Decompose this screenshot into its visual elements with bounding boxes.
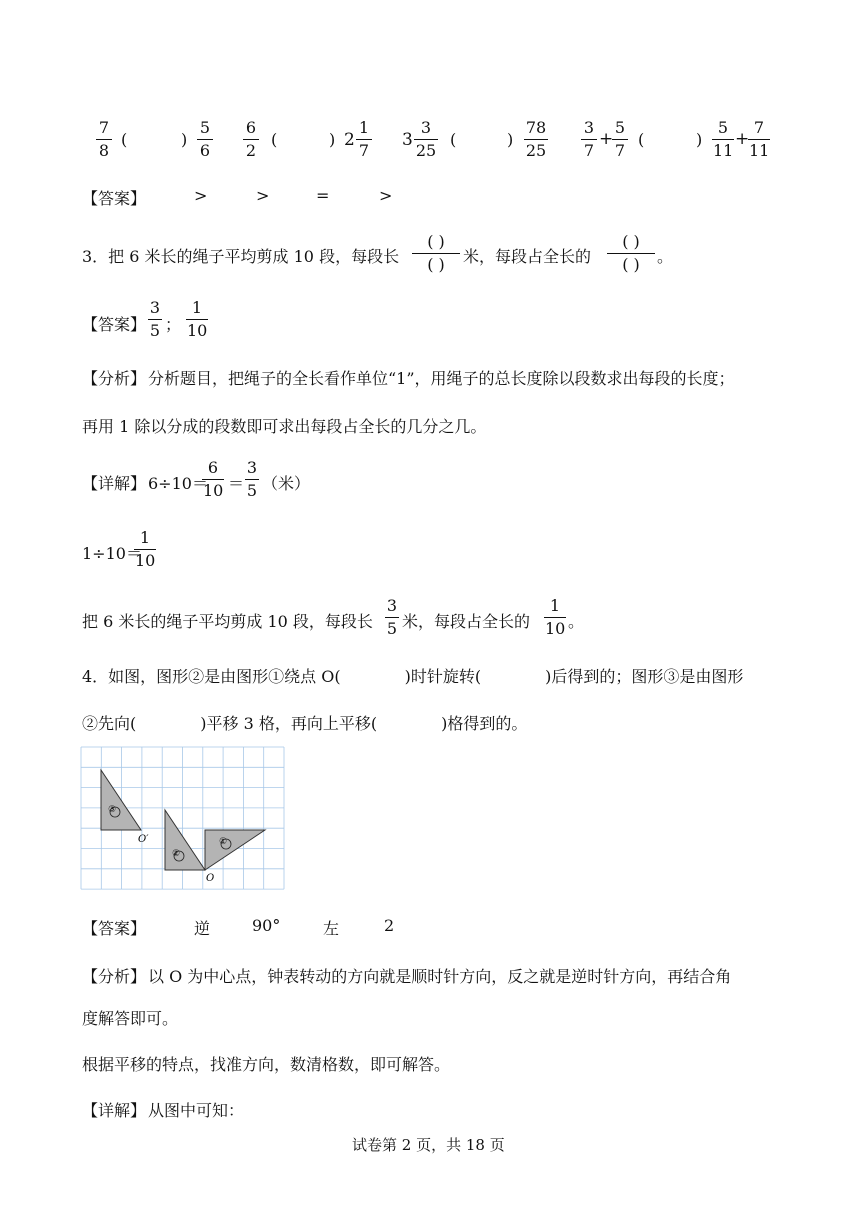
mixed-whole: 3 (402, 130, 413, 150)
analysis-label: 【分析】 (82, 369, 147, 388)
denominator: 7 (614, 141, 626, 160)
conclusion-text: 米，每段占全长的 (402, 612, 531, 631)
equals-sign: ＝ (228, 474, 245, 493)
numerator: 1 (549, 596, 561, 615)
numerator: 3 (246, 458, 258, 477)
label-3: ③ (108, 805, 117, 815)
numerator: 6 (207, 458, 219, 477)
fraction (544, 596, 566, 639)
denominator: 10 (187, 321, 208, 340)
numerator: 5 (717, 118, 729, 137)
answer-value: 90° (252, 916, 281, 935)
fraction (197, 118, 213, 161)
fraction (712, 118, 734, 161)
numerator: 3 (420, 118, 432, 137)
blank-numerator: ( ) (427, 232, 445, 251)
answer-value: > (194, 186, 208, 205)
unit-text: （米） (262, 474, 311, 493)
paren-open: ( (638, 130, 645, 149)
analysis-text: 再用 1 除以分成的段数即可求出每段占全长的几分之几。 (82, 417, 487, 436)
detail-label: 【详解】 (82, 1101, 147, 1120)
denominator: 25 (415, 141, 437, 160)
point-o: O (206, 873, 215, 884)
fraction (245, 458, 259, 501)
analysis-text: 根据平移的特点，找准方向，数清格数，即可解答。 (82, 1055, 451, 1074)
fraction (748, 118, 770, 161)
paren-open: ( (450, 130, 457, 149)
denominator: 2 (245, 141, 257, 160)
answer-value: > (379, 186, 393, 205)
numerator: 1 (358, 118, 370, 137)
analysis-text: 度解答即可。 (82, 1009, 179, 1028)
paren-close: ) (507, 130, 514, 149)
conclusion-text: 。 (568, 612, 585, 631)
numerator: 7 (753, 118, 765, 137)
numerator: 1 (139, 528, 151, 547)
fraction (356, 118, 372, 161)
answer-value: 逆 (194, 919, 211, 938)
label-1: ① (219, 837, 228, 847)
numerator: 78 (525, 118, 547, 137)
question-text: ②先向( )平移 3 格，再向上平移( )格得到的。 (82, 714, 528, 733)
denominator: 7 (358, 141, 370, 160)
plus-sign: + (599, 129, 614, 149)
fraction (134, 528, 156, 571)
paren-open: ( (121, 130, 128, 149)
fraction (186, 298, 208, 341)
analysis-text: 以 O 为中心点，钟表转动的方向就是顺时针方向，反之就是逆时针方向，再结合角 (148, 967, 732, 986)
label-2: ② (172, 849, 181, 859)
equation-text: 6÷10＝ (148, 474, 208, 493)
numerator: 7 (98, 118, 110, 137)
transformation-figure (80, 746, 294, 894)
answer-label: 【答案】 (82, 189, 147, 208)
detail-text: 从图中可知： (148, 1101, 245, 1120)
denominator: 10 (203, 481, 224, 500)
fraction (612, 118, 628, 161)
page-footer: 试卷第 2 页，共 18 页 (352, 1136, 505, 1154)
denominator: 5 (246, 481, 258, 500)
analysis-label: 【分析】 (82, 967, 147, 986)
question-text: 米，每段占全长的 (463, 247, 592, 266)
fraction (581, 118, 597, 161)
answer-label: 【答案】 (82, 919, 147, 938)
blank-denominator: ( ) (622, 255, 640, 274)
denominator: 7 (583, 141, 595, 160)
numerator: 3 (583, 118, 595, 137)
paren-open: ( (271, 130, 278, 149)
numerator: 6 (245, 118, 257, 137)
mixed-whole: 2 (344, 130, 355, 150)
blank-fraction (607, 232, 655, 275)
numerator: 3 (149, 298, 161, 317)
numerator: 1 (191, 298, 203, 317)
question-text: 。 (657, 247, 674, 266)
shape-3 (101, 770, 141, 830)
shape-1 (205, 830, 265, 870)
denominator: 10 (545, 619, 566, 638)
answer-value: = (316, 186, 330, 205)
detail-label: 【详解】 (82, 474, 147, 493)
blank-fraction (412, 232, 460, 275)
separator: ； (165, 315, 182, 334)
denominator: 10 (135, 551, 156, 570)
blank-numerator: ( ) (622, 232, 640, 251)
denominator: 8 (98, 141, 110, 160)
answer-value: 2 (384, 916, 395, 935)
fraction (96, 118, 112, 161)
answer-label: 【答案】 (82, 315, 147, 334)
blank-denominator: ( ) (427, 255, 445, 274)
denominator: 11 (749, 141, 770, 160)
fraction (148, 298, 162, 341)
fraction (385, 596, 399, 639)
point-o-prime: O′ (138, 834, 149, 845)
paren-close: ) (181, 130, 188, 149)
shape-2 (165, 810, 205, 870)
question-text: 4．如图，图形②是由图形①绕点 O( )时针旋转( )后得到的；图形③是由图形 (82, 667, 744, 686)
conclusion-text: 把 6 米长的绳子平均剪成 10 段，每段长 (82, 612, 373, 631)
plus-sign: + (735, 129, 750, 149)
analysis-text: 分析题目，把绳子的全长看作单位“1”，用绳子的总长度除以段数求出每段的长度； (148, 369, 735, 388)
question-text: 3．把 6 米长的绳子平均剪成 10 段，每段长 (82, 247, 400, 266)
numerator: 5 (199, 118, 211, 137)
numerator: 5 (614, 118, 626, 137)
equation-text: 1÷10＝ (82, 544, 142, 563)
paren-close: ) (329, 130, 336, 149)
denominator: 25 (525, 141, 547, 160)
fraction (243, 118, 259, 161)
answer-value: 左 (323, 919, 340, 938)
denominator: 5 (386, 619, 398, 638)
denominator: 11 (713, 141, 734, 160)
paren-close: ) (696, 130, 703, 149)
fraction (414, 118, 438, 161)
numerator: 3 (386, 596, 398, 615)
denominator: 5 (149, 321, 161, 340)
fraction (202, 458, 224, 501)
fraction (524, 118, 548, 161)
answer-value: > (256, 186, 270, 205)
denominator: 6 (199, 141, 211, 160)
